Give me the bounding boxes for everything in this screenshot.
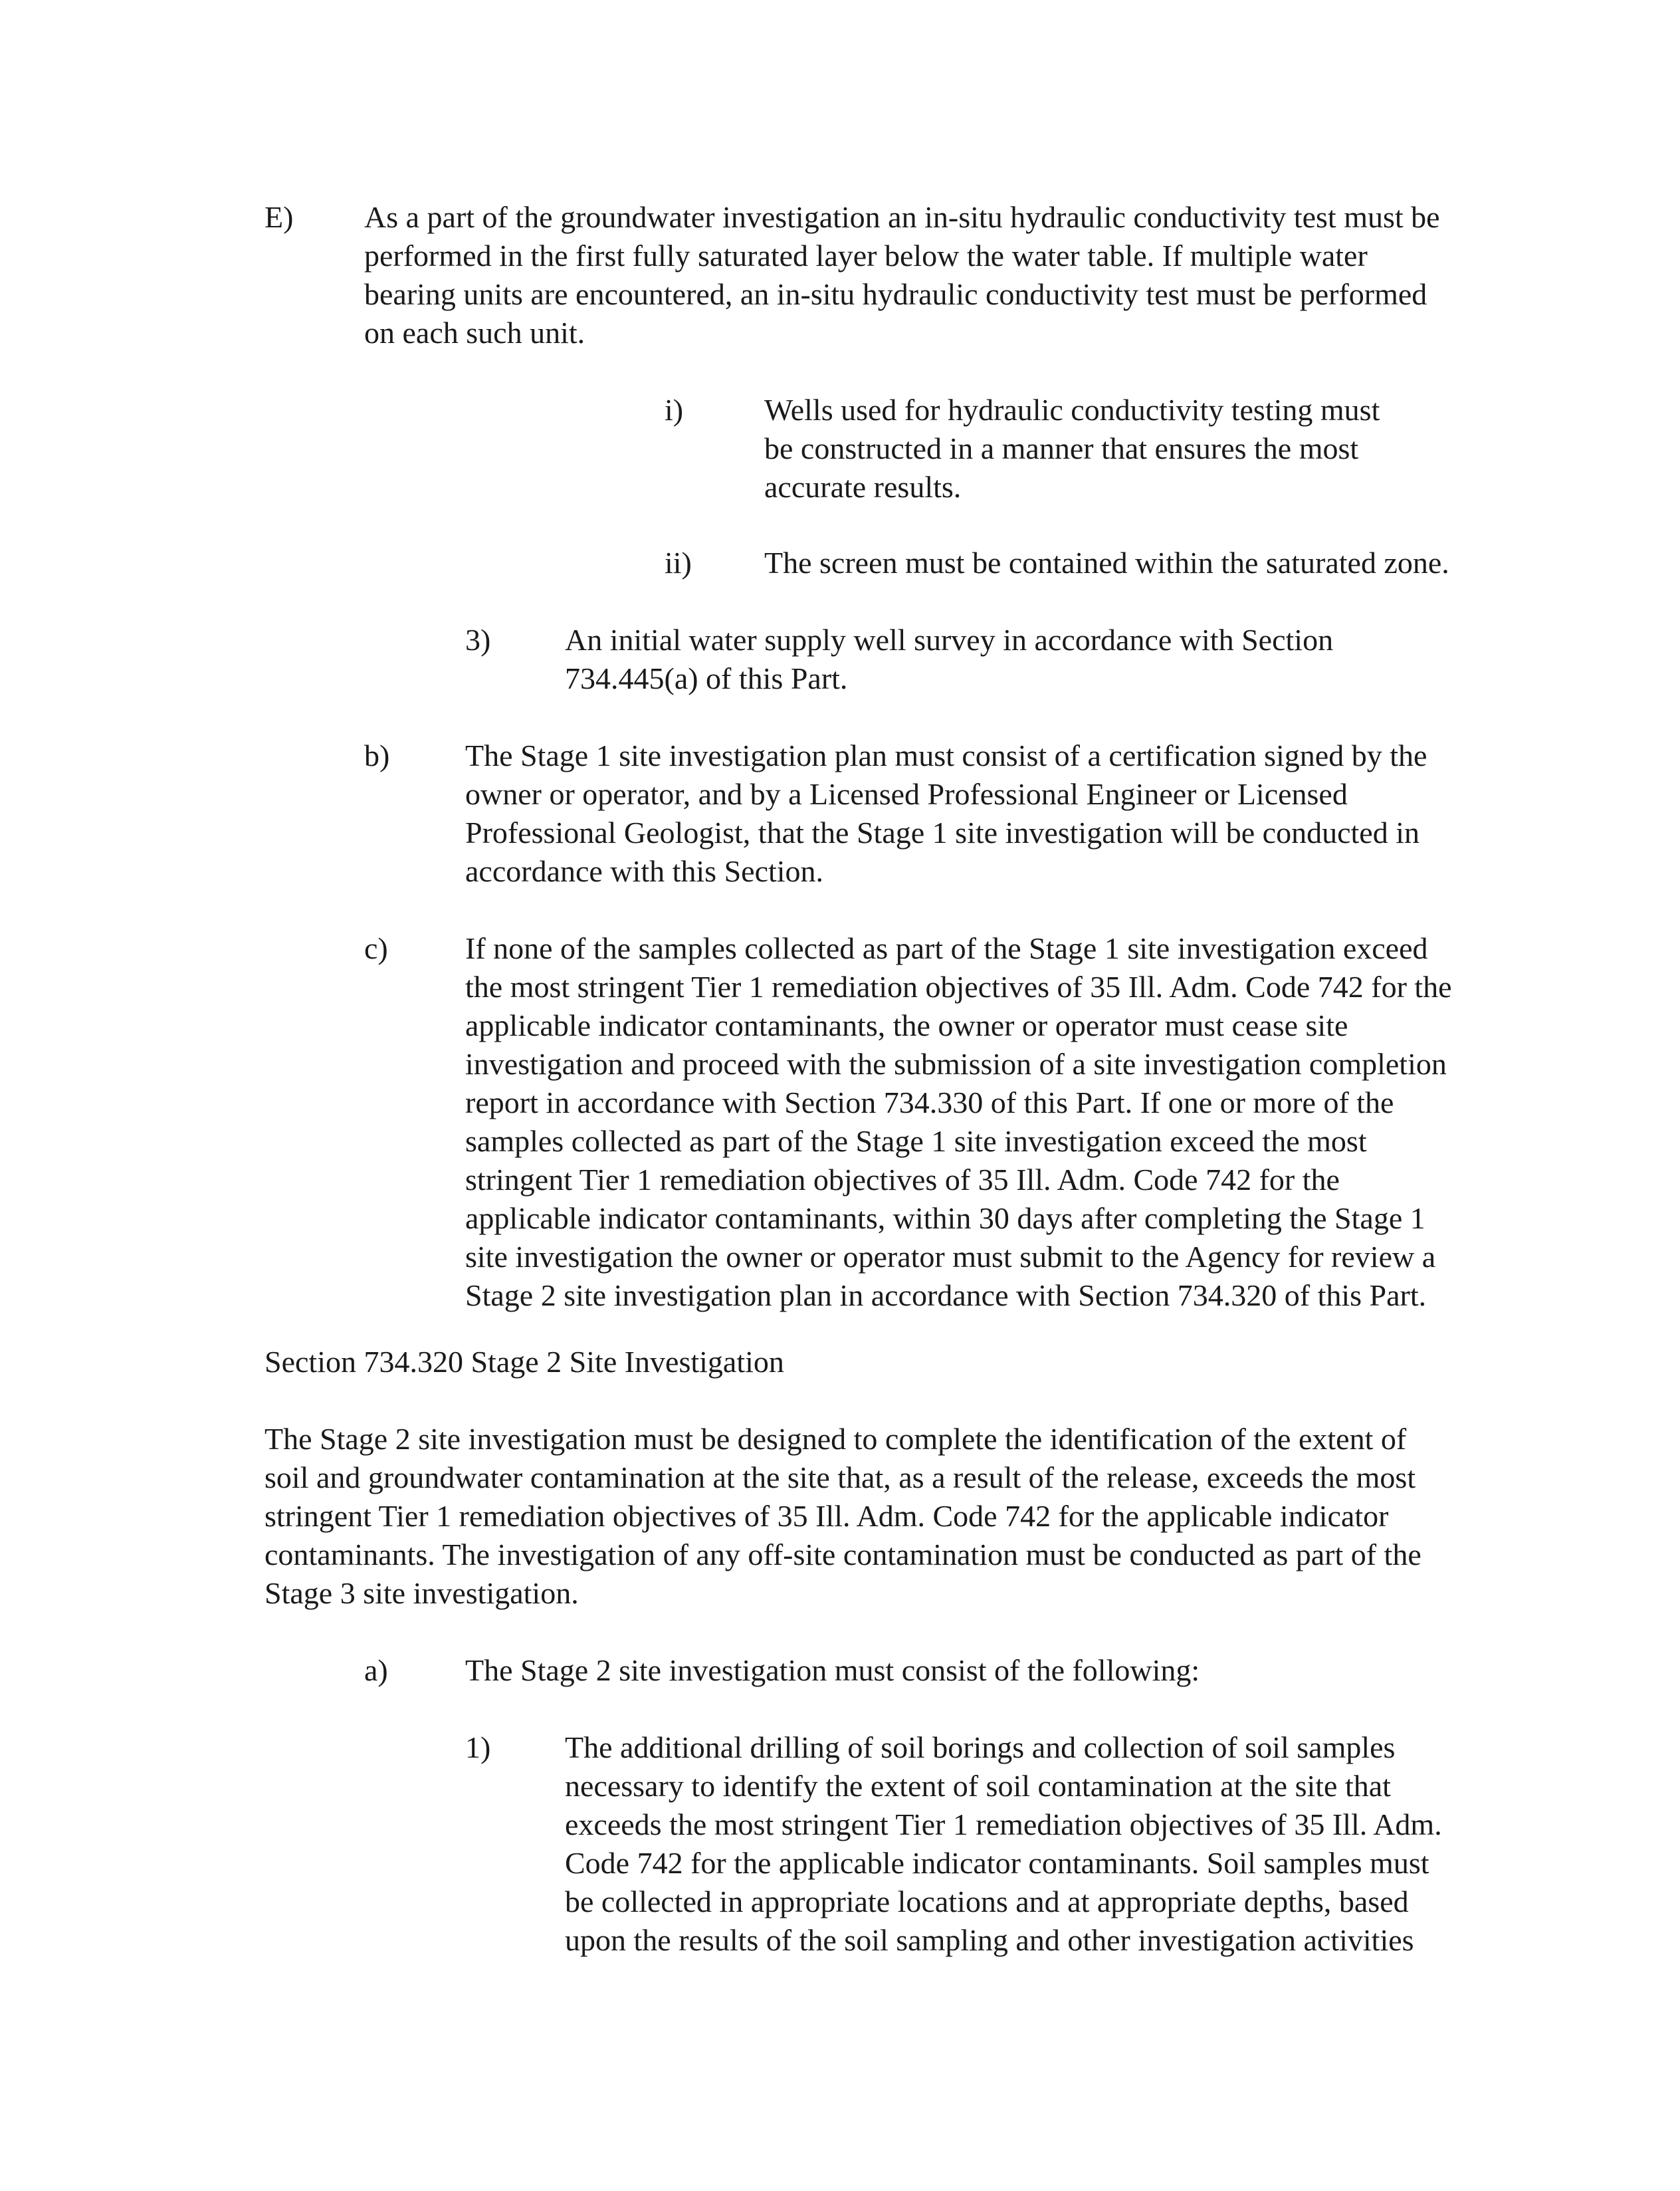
item-a-marker: a) [364,1653,388,1687]
text-line: bearing units are encountered, an in-situ hydraulic conductivity test must be performed [364,277,1427,311]
text-line: site investigation the owner or operator must submit to the Agency for review a [465,1240,1436,1274]
item-c-marker: c) [364,931,388,965]
text-line: necessary to identify the extent of soil contamination at the site that [565,1769,1391,1803]
item-e-ii-marker: ii) [665,546,692,580]
text-line: applicable indicator contaminants, within 30 days after completing the Stage 1 [465,1201,1425,1235]
text-line: report in accordance with Section 734.330 of this Part. If one or more of the [465,1086,1394,1119]
text-line: exceeds the most stringent Tier 1 remediation objectives of 35 Ill. Adm. [565,1807,1442,1841]
text-line: be collected in appropriate locations and at appropriate depths, based [565,1885,1409,1918]
text-line: Wells used for hydraulic conductivity testing must [764,393,1380,427]
text-line: on each such unit. [364,316,585,350]
item-e-ii-text: The screen must be contained within the saturated zone. [764,546,1449,580]
text-line: Stage 3 site investigation. [264,1576,579,1610]
text-line: 734.445(a) of this Part. [565,661,848,695]
text-line: performed in the first fully saturated layer below the water table. If multiple water [364,239,1368,273]
text-line: Stage 2 site investigation plan in accordance with Section 734.320 of this Part. [465,1278,1427,1312]
text-line: be constructed in a manner that ensures the most [764,431,1359,465]
item-a1-marker: 1) [465,1730,491,1764]
text-line: owner or operator, and by a Licensed Professional Engineer or Licensed [465,777,1348,811]
text-line: An initial water supply well survey in accordance with Section [565,623,1334,657]
item-e-marker: E) [264,200,294,234]
text-line: As a part of the groundwater investigation an in-situ hydraulic conductivity test must be [364,200,1440,234]
text-line: The additional drilling of soil borings and collection of soil samples [565,1730,1396,1764]
text-line: upon the results of the soil sampling and other investigation activities [565,1923,1414,1957]
item-b-marker: b) [364,739,390,772]
text-line: accordance with this Section. [465,854,824,888]
text-line: The Stage 1 site investigation plan must consist of a certification signed by the [465,739,1427,772]
item-3-marker: 3) [465,623,491,657]
text-line: stringent Tier 1 remediation objectives of 35 Ill. Adm. Code 742 for the applicable indicator [264,1499,1389,1533]
text-line: stringent Tier 1 remediation objectives of 35 Ill. Adm. Code 742 for the [465,1163,1340,1197]
text-line: The Stage 2 site investigation must be designed to complete the identification of the extent of [264,1422,1407,1456]
text-line: Code 742 for the applicable indicator contaminants. Soil samples must [565,1846,1429,1880]
item-e-i-marker: i) [665,393,684,427]
text-line: Professional Geologist, that the Stage 1 site investigation will be conducted in [465,816,1419,850]
text-line: accurate results. [764,470,962,504]
text-line: samples collected as part of the Stage 1 site investigation exceed the most [465,1124,1367,1158]
text-line: soil and groundwater contamination at the site that, as a result of the release, exceeds the most [264,1460,1416,1494]
text-line: the most stringent Tier 1 remediation objectives of 35 Ill. Adm. Code 742 for the [465,970,1452,1004]
section-heading: Section 734.320 Stage 2 Site Investigation [264,1345,784,1379]
text-line: investigation and proceed with the submission of a site investigation completion [465,1047,1447,1081]
item-a-text: The Stage 2 site investigation must consist of the following: [465,1653,1200,1687]
text-line: If none of the samples collected as part of the Stage 1 site investigation exceed [465,931,1428,965]
text-line: applicable indicator contaminants, the owner or operator must cease site [465,1008,1348,1042]
text-line: contaminants. The investigation of any off-site contamination must be conducted as part of the [264,1538,1421,1571]
